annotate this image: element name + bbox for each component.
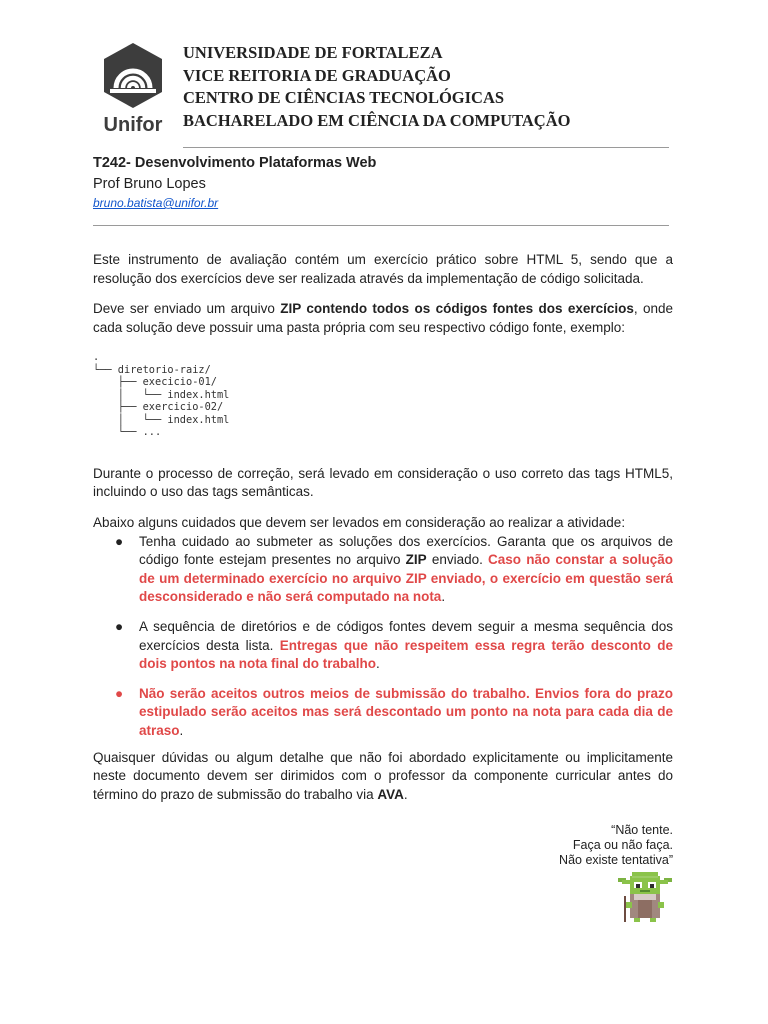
bullet-icon: ● <box>115 619 124 635</box>
zip-paragraph-start: Deve ser enviado um arquivo <box>93 301 281 317</box>
course-title: T242- Desenvolvimento Plataformas Web <box>93 155 377 171</box>
list-item <box>93 533 673 607</box>
care-intro-paragraph: Abaixo alguns cuidados que devem ser levados em consideração ao realizar a atividade: <box>93 515 626 531</box>
zip-paragraph-bold: ZIP contendo todos os códigos fontes dos exercícios <box>280 301 634 317</box>
rules-list <box>93 533 673 741</box>
yoda-pixel-icon <box>618 870 672 922</box>
bullet-icon: ● <box>115 685 124 701</box>
info-divider <box>93 225 669 226</box>
rule-2-end: . <box>376 656 380 672</box>
list-item <box>93 618 673 674</box>
intro-paragraph: Este instrumento de avaliação contém um exercício prático sobre HTML 5, sendo que a resolução dos exercícios deve ser realizada através da implementação de código solicitada. <box>93 252 673 286</box>
rule-3-warning: Não serão aceitos outros meios de submissão do trabalho. Envios fora do prazo estipulado serão aceitos mas será descontado um ponto na nota para cada dia de atraso <box>139 685 673 738</box>
yoda-quote <box>559 823 673 868</box>
professor-name: Prof Bruno Lopes <box>93 176 206 192</box>
list-item <box>93 685 673 741</box>
quote-line-3: Não existe tentativa” <box>559 853 673 867</box>
quote-line-1: “Não tente. <box>611 823 673 837</box>
institution-header <box>183 42 570 132</box>
document-body <box>93 251 673 804</box>
ava-bold: AVA <box>377 786 404 802</box>
zip-paragraph <box>93 300 673 337</box>
rule-3-end: . <box>179 723 184 738</box>
professor-email-link[interactable]: bruno.batista@unifor.br <box>93 196 219 210</box>
questions-paragraph-text: Quaisquer dúvidas ou algum detalhe que não foi abordado explicitamente ou implicitamente neste documento devem ser dirimidos com o professor da componente curricular antes do término do prazo de submissão do trabalho via <box>93 749 673 802</box>
rule-2-text: A sequência de diretórios e de códigos fontes devem seguir a mesma sequência dos exercícios desta lista. <box>139 619 673 653</box>
rule-1-warning: Caso não constar a solução de um determinado exercício no arquivo ZIP enviado, o exercício em questão será desconsiderado e não será computado na nota <box>139 552 673 605</box>
zip-paragraph-end: , onde cada solução deve possuir uma pasta própria com seu respectivo código fonte, exemplo: <box>93 301 673 335</box>
header-divider <box>183 147 669 148</box>
logo-text: Unifor <box>103 114 163 136</box>
questions-paragraph-end: . <box>403 786 408 802</box>
rule-1-bold: ZIP <box>405 552 427 568</box>
rule-1-mid: enviado. <box>426 552 489 568</box>
unifor-logo <box>94 40 172 136</box>
rule-1-end: . <box>441 589 446 605</box>
header-line-university: UNIVERSIDADE DE FORTALEZA <box>183 43 443 62</box>
directory-tree-example: . └── diretorio-raiz/ ├── execicio-01/ │ └── index.html ├── exercicio-02/ │ └── index.html └── ... <box>93 351 230 439</box>
header-line-program: BACHARELADO EM CIÊNCIA DA COMPUTAÇÃO <box>183 110 571 130</box>
rule-1-text: Tenha cuidado ao submeter as soluções dos exercícios. Garanta que os arquivos de código fonte estejam presentes no arquivo <box>139 533 673 568</box>
quote-line-2: Faça ou não faça. <box>572 838 673 852</box>
rule-2-warning: Entregas que não respeitem essa regra terão desconto de dois pontos na nota final do trabalho <box>139 637 673 672</box>
bullet-icon: ● <box>115 533 124 549</box>
header-line-vice-rectory: VICE REITORIA DE GRADUAÇÃO <box>183 65 451 85</box>
correction-paragraph: Durante o processo de correção, será levado em consideração o uso correto das tags HTML5, incluindo o uso das tags semânticas. <box>93 465 673 500</box>
questions-paragraph <box>93 749 673 805</box>
header-line-center: CENTRO DE CIÊNCIAS TECNOLÓGICAS <box>183 88 505 107</box>
